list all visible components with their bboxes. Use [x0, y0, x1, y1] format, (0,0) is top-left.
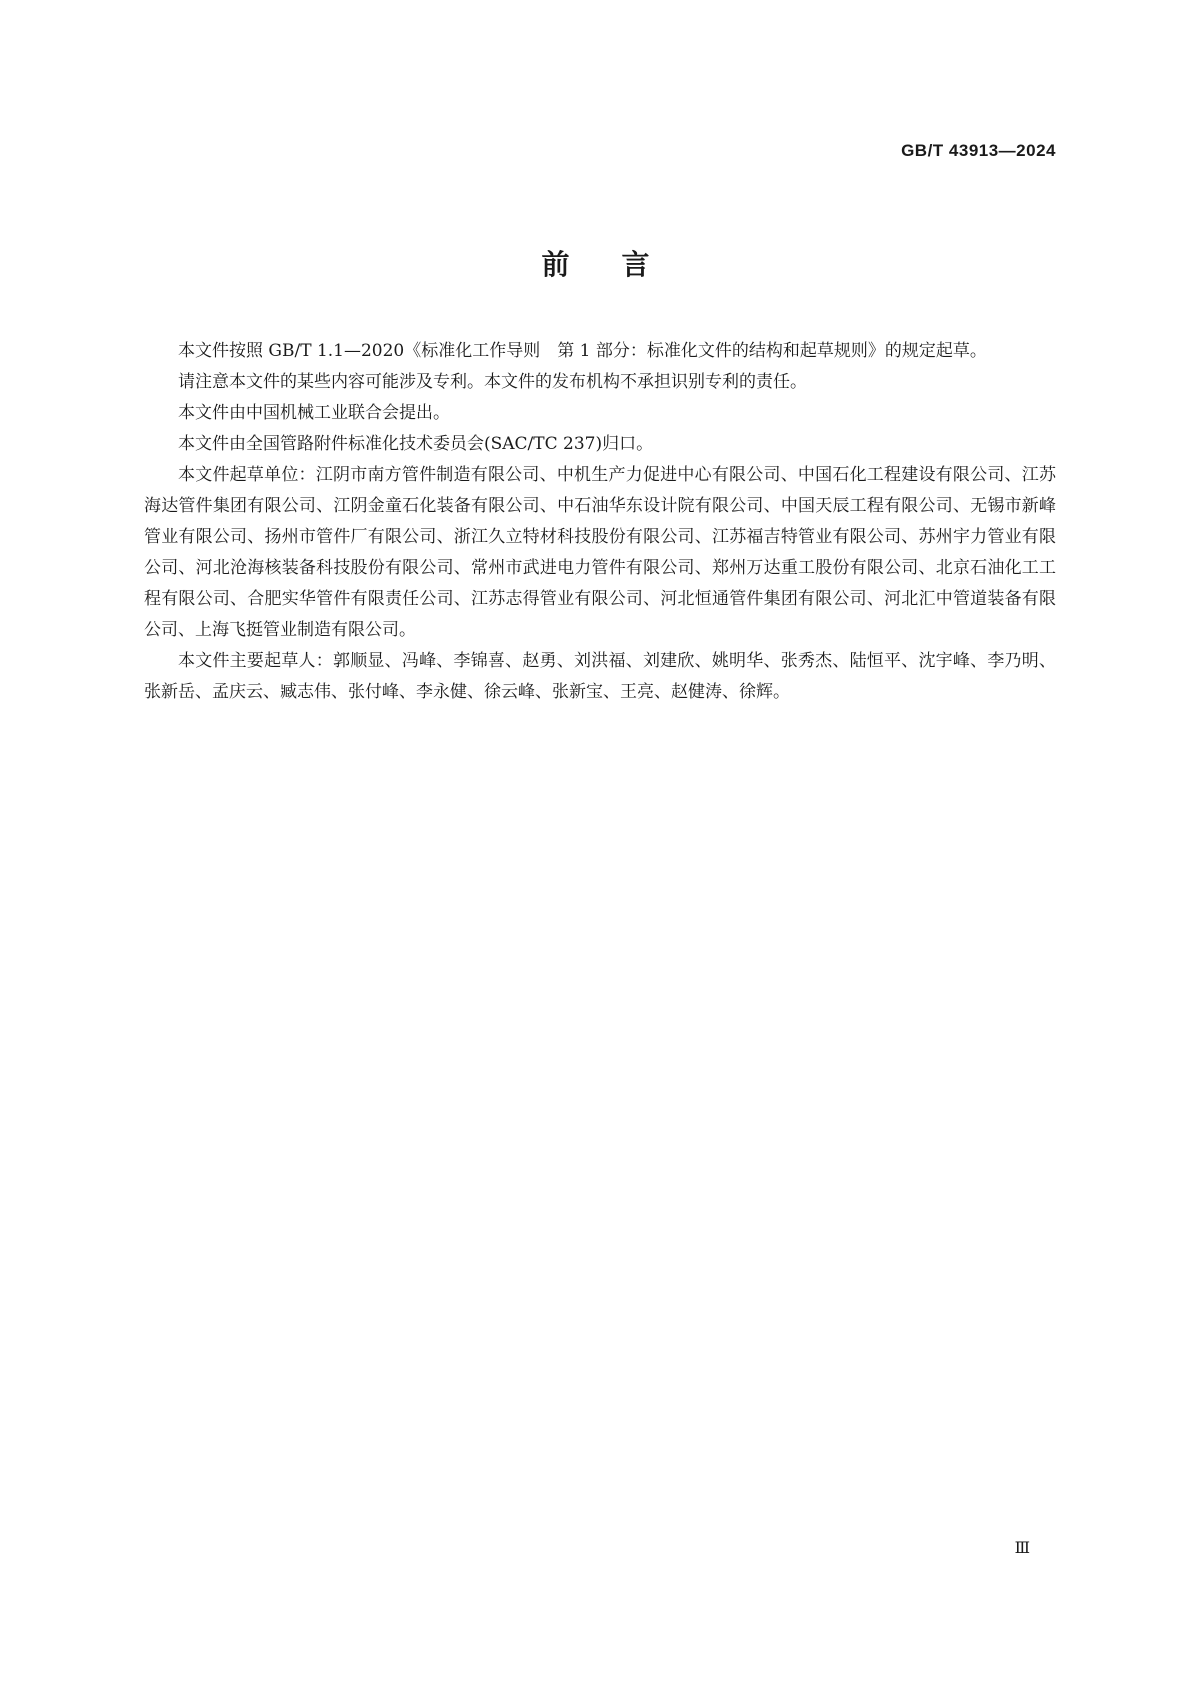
paragraph-drafting-rules: 本文件按照 GB/T 1.1—2020《标准化工作导则 第 1 部分：标准化文件的结构和起草规则》的规定起草。 [178, 341, 987, 361]
page-title: 前言 [541, 248, 702, 281]
paragraph-drafting-units: 本文件起草单位：江阴市南方管件制造有限公司、中机生产力促进中心有限公司、中国石化工程建设有限公司、江苏海达管件集团有限公司、江阴金童石化装备有限公司、中石油华东设计院有限公司、中国天辰工程有限公司、无锡市新峰管业有限公司、扬州市管件厂有限公司、浙江久立特材科技股份有限公司、江苏福吉特管业有限公司、苏州宇力管业有限公司、河北沧海核装备科技股份有限公司、常州市武进电力管件有限公司、郑州万达重工股份有限公司、北京石油化工工程有限公司、合肥实华管件有限责任公司、江苏志得管业有限公司、河北恒通管件集团有限公司、河北汇中管道装备有限公司、上海飞挺管业制造有限公司。 [144, 465, 1056, 640]
paragraph-proposer: 本文件由中国机械工业联合会提出。 [178, 403, 450, 423]
page-number: Ⅲ [1014, 1538, 1030, 1557]
paragraph-drafters: 本文件主要起草人：郭顺显、冯峰、李锦喜、赵勇、刘洪福、刘建欣、姚明华、张秀杰、陆恒平、沈宇峰、李乃明、张新岳、孟庆云、臧志伟、张付峰、李永健、徐云峰、张新宝、王亮、赵健涛、徐辉。 [144, 651, 1056, 702]
standard-code: GB/T 43913—2024 [901, 141, 1056, 160]
paragraph-patent-notice: 请注意本文件的某些内容可能涉及专利。本文件的发布机构不承担识别专利的责任。 [178, 372, 807, 392]
paragraph-committee: 本文件由全国管路附件标准化技术委员会(SAC/TC 237)归口。 [178, 434, 654, 454]
foreword-body [144, 336, 1056, 708]
